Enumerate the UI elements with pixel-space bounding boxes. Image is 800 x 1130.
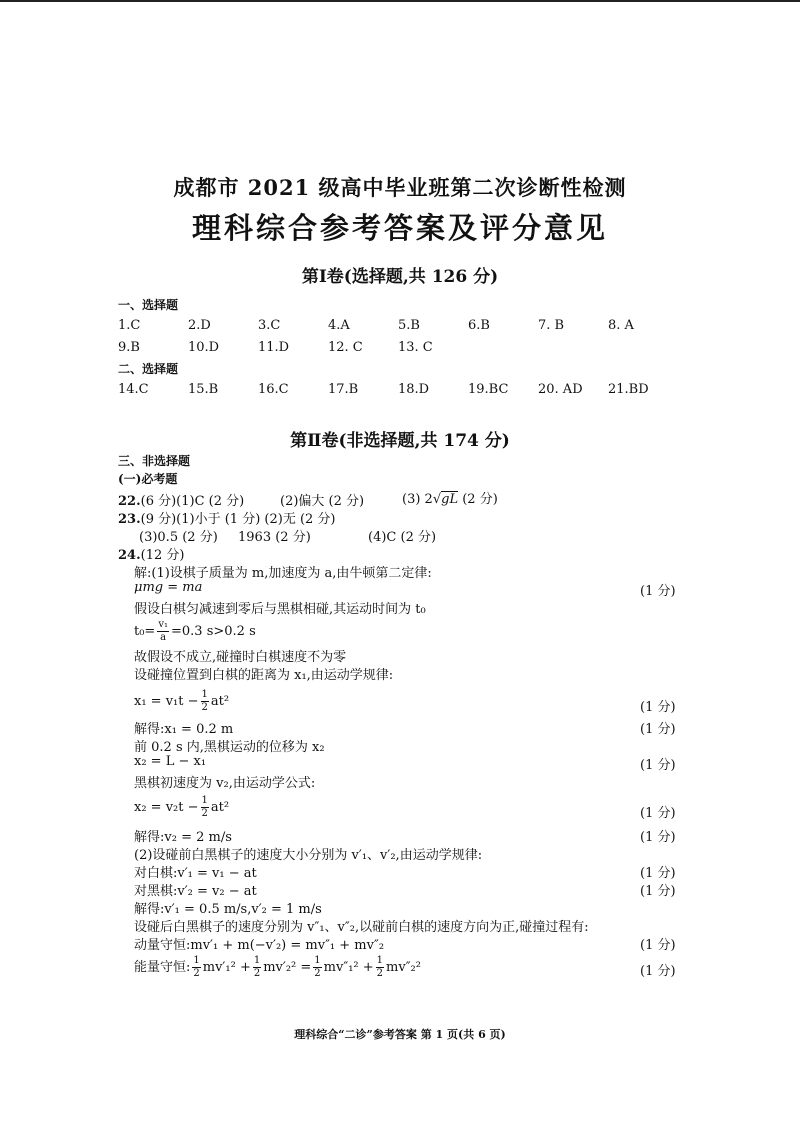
q23-part3: (3)0.5 (2 分) <box>139 530 218 545</box>
q24-line20-prefix: 能量守恒: <box>134 960 191 975</box>
fraction-numerator: 1 <box>193 955 200 966</box>
answer-14: 14.C <box>118 382 149 397</box>
fraction-numerator: 1 <box>201 795 208 806</box>
q24-line19: 动量守恒:mv′₁ + m(−v′₂) = mv″₁ + mv″₂ <box>134 938 385 953</box>
fraction-one-half <box>313 956 321 979</box>
fraction-one-half <box>192 956 200 979</box>
score-8: (1 分) <box>640 884 676 899</box>
q24-line4 <box>134 620 256 643</box>
q23-part3-value: 1963 (2 分) <box>238 530 311 545</box>
answer-20: 20. AD <box>538 382 583 397</box>
fraction-one-half <box>201 690 209 713</box>
q24-line7-prefix: x₁ = v₁t − <box>134 694 199 709</box>
answer-7: 7. B <box>538 318 565 333</box>
fraction-denominator: 2 <box>253 968 261 979</box>
score-6: (1 分) <box>640 830 676 845</box>
fraction-denominator: 2 <box>201 702 208 713</box>
answer-4: 4.A <box>328 318 350 333</box>
score-7: (1 分) <box>640 866 676 881</box>
sqrt-icon: √ <box>432 492 442 507</box>
q24-line5: 故假设不成立,碰撞时白棋速度不为零 <box>134 650 347 665</box>
q22-line <box>118 490 244 509</box>
q22-part3-prefix: (3) 2 <box>402 492 433 507</box>
fraction-denominator: 2 <box>314 968 321 979</box>
answer-6: 6.B <box>468 318 490 333</box>
fraction-denominator: 2 <box>193 968 200 979</box>
fraction-v1-over-a <box>157 620 169 643</box>
fraction-denominator: a <box>160 632 167 643</box>
answer-2: 2.D <box>188 318 211 333</box>
q24-line7 <box>134 690 229 713</box>
q22-part3-score: (2 分) <box>458 492 498 507</box>
answer-12: 12. C <box>328 340 363 355</box>
energy-term-4: mv″₂² <box>386 960 421 975</box>
answer-5: 5.B <box>398 318 420 333</box>
top-border <box>0 0 800 2</box>
q23-number: 23. <box>118 512 141 527</box>
fraction-numerator: 1 <box>201 689 208 700</box>
q24-line9: 前 0.2 s 内,黑棋运动的位移为 x₂ <box>134 740 325 755</box>
score-2: (1 分) <box>640 700 676 715</box>
answer-1: 1.C <box>118 318 141 333</box>
q24-line8: 解得:x₁ = 0.2 m <box>134 722 234 737</box>
q24-line12 <box>134 796 229 819</box>
q24-line4-prefix: t₀= <box>134 624 156 639</box>
page-footer: 理科综合“二诊”参考答案 第 1 页(共 6 页) <box>294 1028 506 1041</box>
answer-13: 13. C <box>398 340 433 355</box>
q22-part3 <box>402 488 498 507</box>
fraction-numerator: 1 <box>253 955 261 966</box>
q24-line20 <box>134 956 421 979</box>
part2-title: 第Ⅱ卷(非选择题,共 174 分) <box>290 431 510 451</box>
q24-line17: 解得:v′₁ = 0.5 m/s,v′₂ = 1 m/s <box>134 902 322 917</box>
q22-part1: (6 分)(1)C (2 分) <box>140 494 245 509</box>
answer-18: 18.D <box>398 382 430 397</box>
q24-line11: 黑棋初速度为 v₂,由运动学公式: <box>134 776 316 791</box>
q23-part1-2: (9 分)(1)小于 (1 分) (2)无 (2 分) <box>140 512 336 527</box>
q24-line14: (2)设碰前白黑棋子的速度大小分别为 v′₁、v′₂,由运动学规律: <box>134 848 483 863</box>
energy-term-2: mv′₂² = <box>263 960 312 975</box>
q24-header <box>118 544 184 563</box>
q22-number: 22. <box>118 494 141 509</box>
q22-part2: (2)偏大 (2 分) <box>280 494 365 509</box>
q24-line12-prefix: x₂ = v₂t − <box>134 800 199 815</box>
q24-line3: 假设白棋匀减速到零后与黑棋相碰,其运动时间为 t₀ <box>134 602 426 617</box>
q24-line18: 设碰后白黑棋子的速度分别为 v″₁、v″₂,以碰前白棋的速度方向为正,碰撞过程有: <box>134 920 589 935</box>
q24-line2: μmg = ma <box>134 580 203 595</box>
q24-line6: 设碰撞位置到白棋的距离为 x₁,由运动学规律: <box>134 668 394 683</box>
document-title: 理科综合参考答案及评分意见 <box>191 211 608 245</box>
answer-16: 16.C <box>258 382 289 397</box>
answer-8: 8. A <box>608 318 634 333</box>
required-label: (一)必考题 <box>118 472 178 486</box>
answer-9: 9.B <box>118 340 140 355</box>
answer-15: 15.B <box>188 382 219 397</box>
section1-label: 一、选择题 <box>118 298 179 312</box>
score-9: (1 分) <box>640 938 676 953</box>
q24-line12-suffix: at² <box>210 800 230 815</box>
q24-number: 24. <box>118 548 141 563</box>
fraction-numerator: v₁ <box>158 619 168 630</box>
q23-line1 <box>118 508 336 527</box>
score-5: (1 分) <box>640 806 676 821</box>
energy-term-3: mv″₁² + <box>323 960 374 975</box>
q24-line7-suffix: at² <box>210 694 230 709</box>
q22-radicand: gL <box>441 492 459 507</box>
score-3: (1 分) <box>640 722 676 737</box>
q24-line15: 对白棋:v′₁ = v₁ − at <box>134 866 257 881</box>
answer-11: 11.D <box>258 340 290 355</box>
q24-points: (12 分) <box>140 548 185 563</box>
fraction-one-half <box>253 956 261 979</box>
exam-title: 成都市 2021 级高中毕业班第二次诊断性检测 <box>173 175 627 200</box>
part1-title: 第Ⅰ卷(选择题,共 126 分) <box>301 267 499 287</box>
q24-line16: 对黑棋:v′₂ = v₂ − at <box>134 884 257 899</box>
answer-3: 3.C <box>258 318 281 333</box>
q23-part4: (4)C (2 分) <box>368 530 437 545</box>
answer-21: 21.BD <box>608 382 649 397</box>
q24-line1: 解:(1)设棋子质量为 m,加速度为 a,由牛顿第二定律: <box>134 566 432 581</box>
q24-line13: 解得:v₂ = 2 m/s <box>134 830 232 845</box>
energy-term-1: mv′₁² + <box>202 960 251 975</box>
fraction-denominator: 2 <box>201 808 208 819</box>
score-4: (1 分) <box>640 758 676 773</box>
answer-10: 10.D <box>188 340 220 355</box>
score-10: (1 分) <box>640 964 676 979</box>
fraction-numerator: 1 <box>314 955 321 966</box>
fraction-one-half <box>376 956 384 979</box>
section3-label: 三、非选择题 <box>118 454 191 468</box>
fraction-one-half <box>201 796 209 819</box>
q24-line10: x₂ = L − x₁ <box>134 754 207 769</box>
q24-line4-result: =0.3 s>0.2 s <box>171 624 256 639</box>
answer-19: 19.BC <box>468 382 509 397</box>
score-1: (1 分) <box>640 584 676 599</box>
section2-label: 二、选择题 <box>118 362 179 376</box>
fraction-denominator: 2 <box>376 968 384 979</box>
fraction-numerator: 1 <box>376 955 384 966</box>
answer-17: 17.B <box>328 382 359 397</box>
